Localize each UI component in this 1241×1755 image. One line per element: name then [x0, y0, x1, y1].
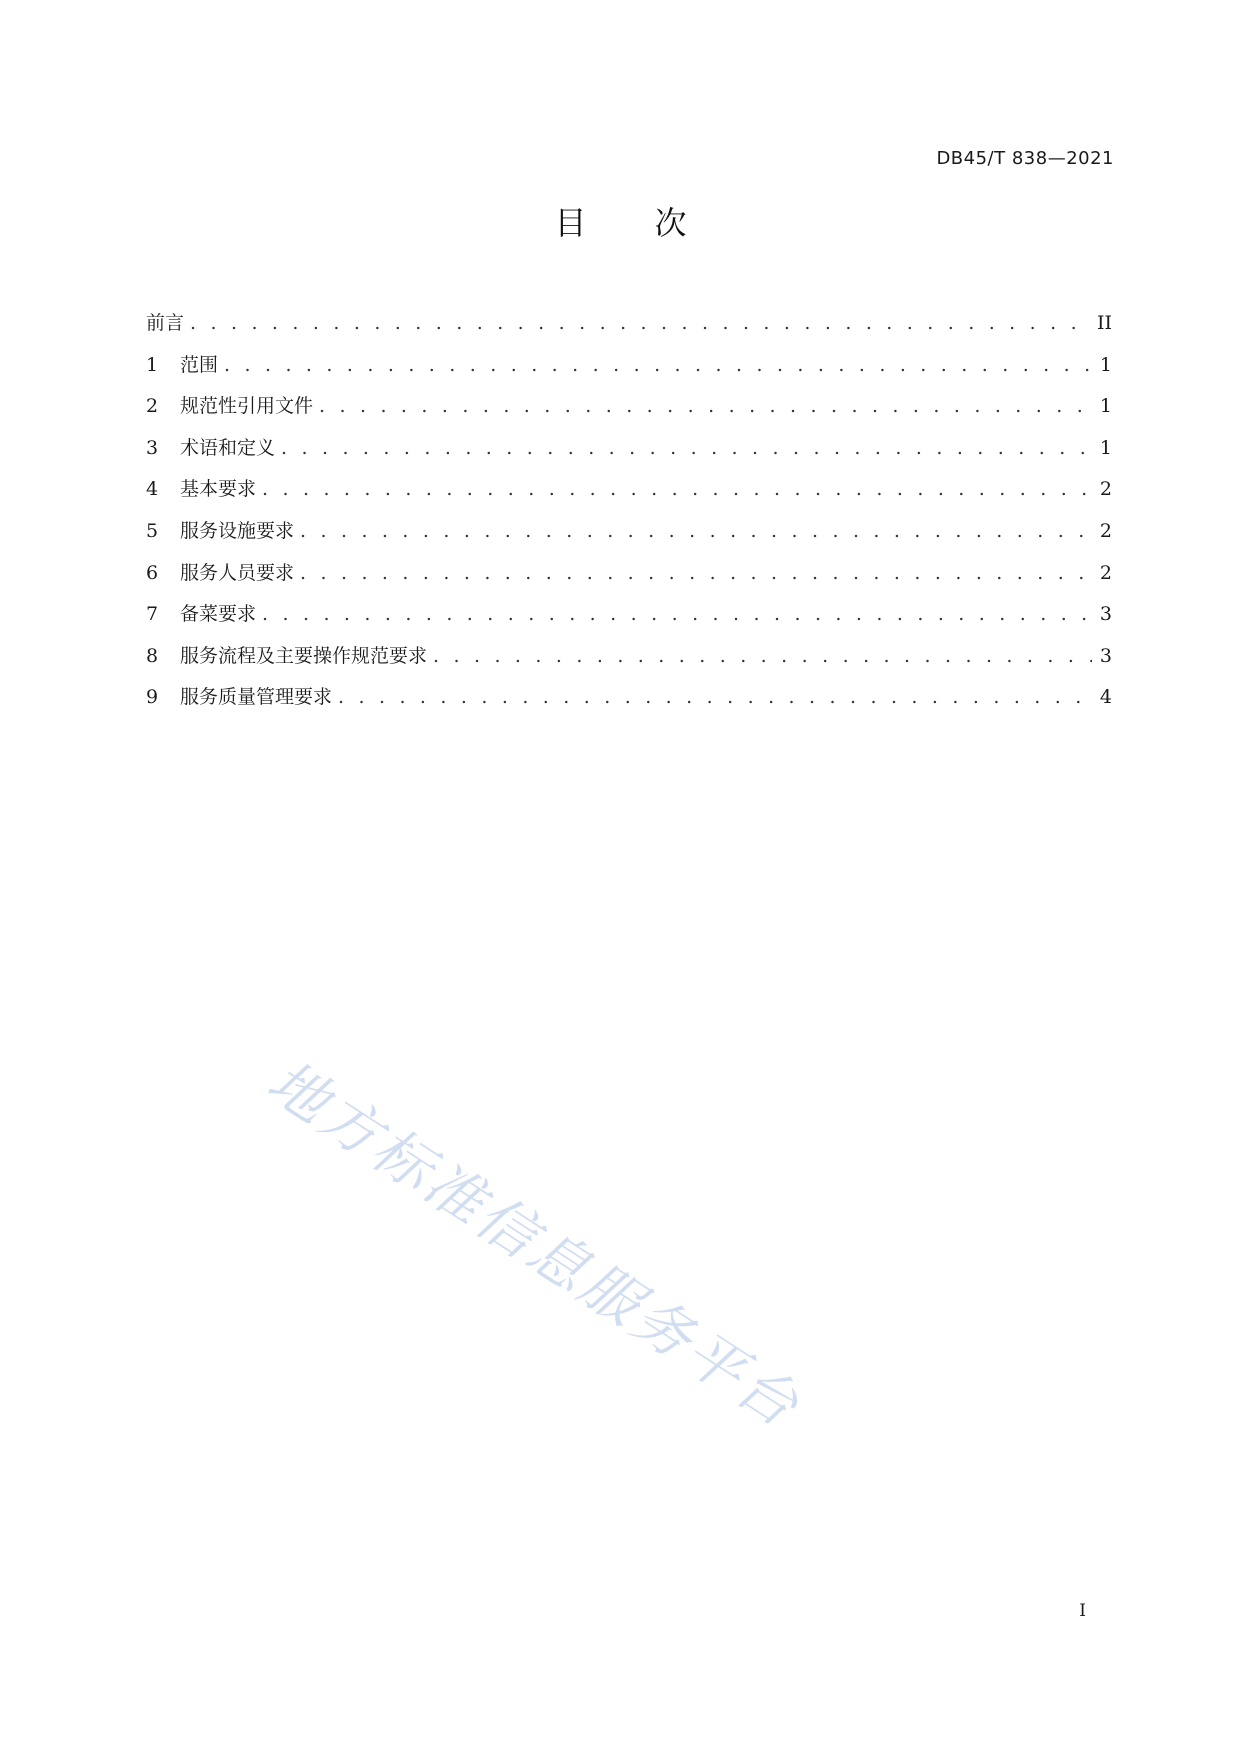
toc-entry-service-personnel[interactable]	[146, 561, 1112, 603]
toc-entry-number: 4	[146, 478, 159, 501]
page-number: I	[1079, 1601, 1086, 1621]
toc-entry-dish-preparation[interactable]	[146, 602, 1112, 644]
toc-entry-number: 3	[146, 436, 159, 459]
toc-entry-label: 规范性引用文件	[180, 395, 314, 418]
toc-entry-label: 服务流程及主要操作规范要求	[180, 644, 428, 667]
toc-entry-label: 术语和定义	[180, 436, 276, 459]
toc-entry-service-process[interactable]	[146, 644, 1112, 686]
toc-entry-quality-management[interactable]	[146, 685, 1112, 727]
toc-entry-page: 3	[1099, 603, 1112, 626]
toc-leader-dots	[319, 394, 1092, 418]
toc-leader-dots	[262, 477, 1092, 501]
table-of-contents	[146, 311, 1112, 727]
toc-entry-scope[interactable]	[146, 353, 1112, 395]
toc-leader-dots	[190, 311, 1091, 335]
toc-entry-label: 服务设施要求	[180, 519, 295, 542]
toc-entry-label: 服务人员要求	[180, 561, 295, 584]
toc-entry-label: 服务质量管理要求	[180, 686, 333, 709]
toc-entry-service-facilities[interactable]	[146, 519, 1112, 561]
toc-title: 目次	[554, 204, 755, 242]
toc-leader-dots	[300, 519, 1092, 543]
toc-leader-dots	[433, 644, 1092, 668]
toc-entry-page: 4	[1099, 686, 1112, 709]
toc-entry-number: 6	[146, 561, 159, 584]
toc-entry-number: 1	[146, 353, 159, 376]
toc-entry-page: 2	[1099, 561, 1112, 584]
toc-entry-page: 3	[1099, 644, 1112, 667]
toc-entry-number: 2	[146, 395, 159, 418]
toc-entry-number: 8	[146, 644, 159, 667]
toc-entry-label: 前言	[146, 312, 185, 334]
toc-entry-label: 范围	[180, 353, 219, 376]
toc-entry-page: 1	[1099, 395, 1112, 418]
document-code: DB45/T 838—2021	[936, 148, 1114, 169]
toc-leader-dots	[281, 436, 1092, 460]
toc-entry-number: 7	[146, 603, 159, 626]
toc-leader-dots	[224, 353, 1092, 377]
toc-leader-dots	[338, 685, 1092, 709]
toc-entry-basic-requirements[interactable]	[146, 477, 1112, 519]
watermark: 地方标准信息服务平台	[255, 1046, 813, 1442]
toc-entry-page: 1	[1099, 353, 1112, 376]
toc-entry-foreword[interactable]	[146, 311, 1112, 353]
toc-entry-number: 5	[146, 519, 159, 542]
toc-entry-page: 2	[1099, 478, 1112, 501]
toc-entry-normative-references[interactable]	[146, 394, 1112, 436]
toc-entry-page: II	[1096, 312, 1112, 334]
toc-entry-terms-definitions[interactable]	[146, 436, 1112, 478]
toc-leader-dots	[262, 602, 1092, 626]
toc-entry-page: 2	[1099, 519, 1112, 542]
toc-entry-label: 基本要求	[180, 478, 257, 501]
toc-entry-label: 备菜要求	[180, 603, 257, 626]
toc-entry-page: 1	[1099, 436, 1112, 459]
toc-leader-dots	[300, 561, 1092, 585]
toc-entry-number: 9	[146, 686, 159, 709]
